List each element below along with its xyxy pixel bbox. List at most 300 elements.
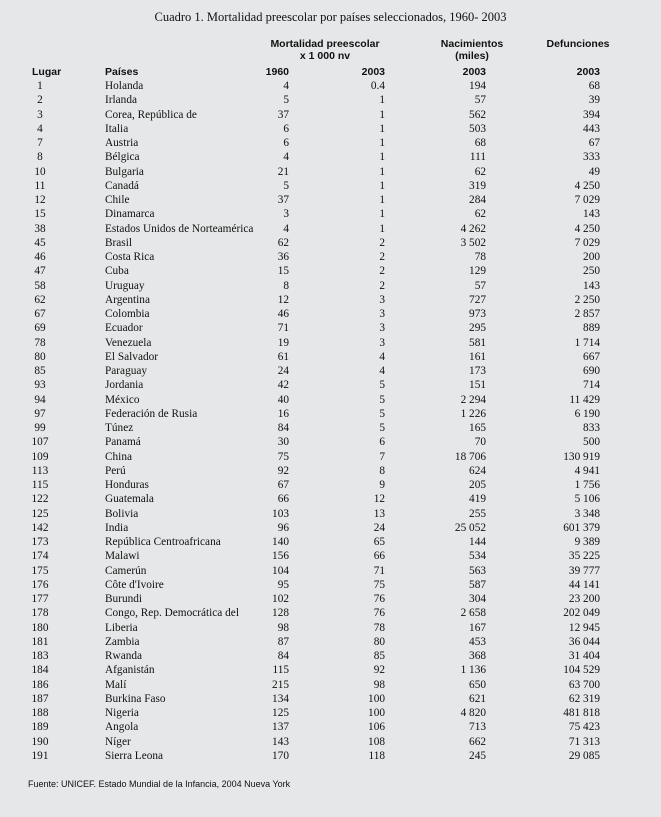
table-row	[0, 179, 661, 193]
cell-mortalidad-1960: 3	[283, 208, 289, 221]
cell-mortalidad-1960: 128	[272, 607, 289, 620]
cell-mortalidad-2003: 9	[379, 479, 385, 491]
cell-lugar: 4	[37, 122, 43, 135]
cell-lugar: 113	[31, 464, 49, 477]
cell-lugar: 180	[31, 621, 49, 634]
table-row	[0, 250, 661, 264]
cell-lugar: 62	[34, 293, 46, 306]
cell-defunciones-2003: 7 029	[574, 236, 600, 249]
cell-lugar: 97	[34, 407, 46, 420]
cell-defunciones-2003: 4 250	[574, 179, 600, 192]
cell-defunciones-2003: 3 348	[574, 507, 600, 520]
cell-defunciones-2003: 690	[583, 365, 600, 377]
cell-mortalidad-2003: 108	[368, 735, 385, 748]
cell-defunciones-2003: 9 389	[574, 536, 600, 548]
cell-lugar: 78	[34, 336, 46, 349]
cell-pais: China	[105, 450, 132, 463]
table-row	[0, 279, 661, 293]
header-nacimientos-label: Nacimientos	[440, 38, 504, 50]
cell-mortalidad-1960: 115	[272, 664, 289, 677]
cell-defunciones-2003: 4 941	[574, 464, 600, 477]
cell-mortalidad-2003: 106	[368, 721, 385, 734]
table-row	[0, 407, 661, 421]
cell-lugar: 45	[34, 236, 46, 249]
header-defunciones-2003: 2003	[576, 66, 600, 78]
header-mortalidad-unit: x 1 000 nv	[299, 50, 351, 62]
cell-defunciones-2003: 5 106	[574, 493, 600, 506]
cell-mortalidad-2003: 13	[373, 507, 385, 520]
table-row	[0, 678, 661, 692]
cell-mortalidad-2003: 75	[373, 578, 385, 591]
cell-defunciones-2003: 71 313	[568, 735, 600, 748]
cell-lugar: 67	[34, 308, 46, 320]
cell-mortalidad-2003: 80	[373, 635, 385, 648]
table-row	[0, 79, 661, 93]
cell-nacimientos-2003: 3 502	[460, 236, 486, 249]
cell-lugar: 47	[34, 265, 46, 278]
table-row	[0, 435, 661, 449]
cell-lugar: 174	[31, 550, 49, 563]
cell-nacimientos-2003: 621	[469, 692, 486, 705]
cell-mortalidad-1960: 5	[283, 94, 289, 107]
cell-pais: India	[105, 521, 129, 534]
table-row	[0, 507, 661, 521]
cell-mortalidad-1960: 96	[277, 521, 289, 534]
cell-mortalidad-2003: 4	[379, 365, 385, 377]
cell-defunciones-2003: 104 529	[563, 664, 600, 677]
cell-defunciones-2003: 889	[583, 322, 600, 335]
table-row	[0, 378, 661, 392]
cell-mortalidad-2003: 85	[373, 650, 385, 662]
cell-nacimientos-2003: 727	[469, 293, 486, 306]
cell-pais: Bélgica	[105, 151, 140, 164]
cell-defunciones-2003: 394	[583, 108, 600, 121]
cell-mortalidad-1960: 137	[272, 721, 289, 734]
table-row	[0, 635, 661, 649]
cell-mortalidad-1960: 8	[283, 279, 289, 292]
cell-mortalidad-1960: 67	[277, 479, 289, 491]
cell-mortalidad-1960: 4	[283, 151, 289, 164]
cell-mortalidad-1960: 37	[277, 108, 289, 121]
table-row	[0, 364, 661, 378]
cell-lugar: 183	[31, 650, 49, 662]
cell-mortalidad-1960: 24	[277, 365, 289, 377]
cell-mortalidad-2003: 66	[373, 550, 385, 563]
cell-mortalidad-1960: 98	[277, 621, 289, 634]
table-row	[0, 464, 661, 478]
cell-defunciones-2003: 714	[583, 379, 600, 392]
cell-mortalidad-1960: 170	[272, 749, 289, 762]
cell-pais: Malawi	[105, 550, 140, 563]
cell-defunciones-2003: 200	[583, 251, 600, 263]
cell-mortalidad-1960: 84	[277, 650, 289, 662]
cell-mortalidad-2003: 118	[368, 749, 385, 762]
cell-mortalidad-2003: 1	[379, 194, 385, 206]
header-nacimientos-2003: 2003	[462, 66, 486, 78]
cell-pais: Cuba	[105, 265, 129, 278]
cell-mortalidad-1960: 134	[272, 692, 289, 705]
cell-mortalidad-1960: 95	[277, 578, 289, 591]
cell-mortalidad-1960: 215	[272, 678, 289, 691]
cell-pais: México	[105, 393, 140, 406]
table-row	[0, 735, 661, 749]
cell-defunciones-2003: 6 190	[574, 407, 600, 420]
cell-defunciones-2003: 75 423	[568, 721, 600, 734]
cell-defunciones-2003: 4 250	[574, 222, 600, 235]
header-paises: Países	[105, 66, 139, 78]
cell-defunciones-2003: 49	[588, 165, 600, 178]
table-row	[0, 264, 661, 278]
table-row	[0, 307, 661, 321]
cell-mortalidad-1960: 75	[277, 450, 289, 463]
cell-pais: Estados Unidos de Norteamérica	[105, 222, 254, 235]
cell-lugar: 187	[31, 692, 49, 705]
cell-defunciones-2003: 36 044	[568, 635, 600, 648]
cell-mortalidad-1960: 102	[272, 593, 289, 605]
cell-lugar: 191	[31, 749, 49, 762]
cell-defunciones-2003: 39 777	[568, 564, 600, 577]
cell-defunciones-2003: 130 919	[563, 450, 600, 463]
cell-mortalidad-2003: 3	[379, 308, 385, 320]
cell-mortalidad-2003: 5	[379, 379, 385, 392]
cell-mortalidad-2003: 1	[379, 179, 385, 192]
cell-mortalidad-1960: 125	[272, 707, 289, 719]
table-row	[0, 564, 661, 578]
cell-lugar: 8	[37, 151, 43, 164]
table-row	[0, 692, 661, 706]
table-row	[0, 549, 661, 563]
cell-mortalidad-2003: 2	[379, 279, 385, 292]
cell-defunciones-2003: 443	[583, 122, 600, 135]
cell-lugar: 38	[34, 222, 46, 235]
cell-pais: Argentina	[105, 293, 150, 306]
cell-lugar: 115	[31, 479, 49, 491]
cell-pais: Côte d'Ivoire	[105, 578, 164, 591]
table-row	[0, 421, 661, 435]
table-row	[0, 193, 661, 207]
cell-defunciones-2003: 35 225	[568, 550, 600, 563]
table-row	[0, 336, 661, 350]
cell-mortalidad-2003: 78	[373, 621, 385, 634]
cell-pais: Túnez	[105, 422, 134, 434]
table-row	[0, 720, 661, 734]
cell-nacimientos-2003: 295	[469, 322, 486, 335]
cell-pais: Panamá	[105, 436, 141, 449]
cell-lugar: 69	[34, 322, 46, 335]
cell-lugar: 11	[34, 179, 46, 192]
cell-defunciones-2003: 39	[588, 94, 600, 107]
cell-defunciones-2003: 31 404	[568, 650, 600, 662]
cell-defunciones-2003: 481 818	[563, 707, 600, 719]
cell-defunciones-2003: 143	[583, 279, 600, 292]
cell-defunciones-2003: 2 250	[574, 293, 600, 306]
cell-nacimientos-2003: 284	[469, 194, 486, 206]
header-mortalidad-2003: 2003	[361, 66, 385, 78]
cell-mortalidad-1960: 61	[277, 350, 289, 363]
cell-nacimientos-2003: 62	[474, 165, 486, 178]
cell-nacimientos-2003: 173	[469, 365, 486, 377]
cell-lugar: 176	[31, 578, 49, 591]
cell-nacimientos-2003: 662	[469, 735, 486, 748]
cell-pais: Bulgaria	[105, 165, 144, 178]
header-lugar: Lugar	[32, 66, 62, 78]
header-mortalidad	[262, 38, 388, 62]
cell-lugar: 85	[34, 365, 46, 377]
table-row	[0, 621, 661, 635]
table-row	[0, 321, 661, 335]
cell-mortalidad-1960: 6	[283, 137, 289, 149]
cell-mortalidad-2003: 1	[379, 222, 385, 235]
cell-lugar: 122	[31, 493, 49, 506]
cell-pais: Liberia	[105, 621, 138, 634]
cell-nacimientos-2003: 161	[469, 350, 486, 363]
table-row	[0, 293, 661, 307]
table-row	[0, 122, 661, 136]
cell-mortalidad-1960: 104	[272, 564, 289, 577]
cell-nacimientos-2003: 624	[469, 464, 486, 477]
table-row	[0, 207, 661, 221]
cell-defunciones-2003: 143	[583, 208, 600, 221]
cell-lugar: 188	[31, 707, 49, 719]
cell-pais: Afganistán	[105, 664, 155, 677]
cell-nacimientos-2003: 581	[469, 336, 486, 349]
cell-pais: Guatemala	[105, 493, 154, 506]
header-nacimientos	[432, 38, 512, 62]
cell-nacimientos-2003: 68	[474, 137, 486, 149]
cell-mortalidad-2003: 1	[379, 108, 385, 121]
cell-pais: Brasil	[105, 236, 132, 249]
cell-nacimientos-2003: 4 820	[460, 707, 486, 719]
cell-mortalidad-2003: 3	[379, 322, 385, 335]
cell-pais: Angola	[105, 721, 139, 734]
cell-lugar: 3	[37, 108, 43, 121]
cell-nacimientos-2003: 70	[474, 436, 486, 449]
cell-lugar: 109	[31, 450, 49, 463]
cell-nacimientos-2003: 534	[469, 550, 486, 563]
cell-lugar: 173	[31, 536, 49, 548]
cell-lugar: 186	[31, 678, 49, 691]
cell-mortalidad-1960: 4	[283, 80, 289, 92]
cell-nacimientos-2003: 57	[474, 94, 486, 107]
cell-nacimientos-2003: 129	[469, 265, 486, 278]
cell-nacimientos-2003: 304	[469, 593, 486, 605]
cell-nacimientos-2003: 587	[469, 578, 486, 591]
cell-mortalidad-1960: 66	[277, 493, 289, 506]
cell-lugar: 177	[31, 593, 49, 605]
cell-mortalidad-1960: 37	[277, 194, 289, 206]
cell-lugar: 7	[37, 137, 43, 149]
table-row	[0, 478, 661, 492]
cell-mortalidad-2003: 1	[379, 165, 385, 178]
cell-mortalidad-2003: 4	[379, 350, 385, 363]
cell-mortalidad-2003: 98	[373, 678, 385, 691]
cell-defunciones-2003: 63 700	[568, 678, 600, 691]
cell-pais: Corea, República de	[105, 108, 197, 121]
cell-defunciones-2003: 68	[588, 80, 600, 92]
cell-mortalidad-2003: 24	[373, 521, 385, 534]
cell-pais: Burkina Faso	[105, 692, 166, 705]
cell-nacimientos-2003: 151	[469, 379, 486, 392]
cell-pais: Uruguay	[105, 279, 145, 292]
table-row	[0, 535, 661, 549]
cell-defunciones-2003: 44 141	[568, 578, 600, 591]
cell-mortalidad-2003: 71	[373, 564, 385, 577]
cell-mortalidad-2003: 8	[379, 464, 385, 477]
table-row	[0, 606, 661, 620]
cell-mortalidad-2003: 2	[379, 236, 385, 249]
header-defunciones: Defunciones	[546, 38, 610, 50]
cell-lugar: 178	[31, 607, 49, 620]
table-body	[0, 79, 661, 763]
cell-nacimientos-2003: 562	[469, 108, 486, 121]
cell-pais: Rwanda	[105, 650, 143, 662]
cell-mortalidad-2003: 5	[379, 422, 385, 434]
cell-lugar: 94	[34, 393, 46, 406]
table-row	[0, 165, 661, 179]
cell-mortalidad-2003: 1	[379, 208, 385, 221]
table-row	[0, 521, 661, 535]
cell-pais: Malí	[105, 678, 127, 691]
cell-defunciones-2003: 667	[583, 350, 600, 363]
cell-mortalidad-1960: 19	[277, 336, 289, 349]
cell-nacimientos-2003: 57	[474, 279, 486, 292]
header-1960: 1960	[265, 66, 289, 78]
cell-defunciones-2003: 1 714	[574, 336, 600, 349]
table-row	[0, 236, 661, 250]
table-row	[0, 649, 661, 663]
cell-mortalidad-1960: 156	[272, 550, 289, 563]
cell-pais: Zambia	[105, 635, 140, 648]
cell-nacimientos-2003: 650	[469, 678, 486, 691]
cell-mortalidad-1960: 4	[283, 222, 289, 235]
cell-lugar: 99	[34, 422, 46, 434]
cell-lugar: 125	[31, 507, 49, 520]
cell-pais: Burundi	[105, 593, 143, 605]
table-row	[0, 150, 661, 164]
cell-pais: Federación de Rusia	[105, 407, 198, 420]
cell-defunciones-2003: 12 945	[568, 621, 600, 634]
cell-defunciones-2003: 29 085	[568, 749, 600, 762]
cell-defunciones-2003: 11 429	[569, 393, 600, 406]
cell-pais: El Salvador	[105, 350, 159, 363]
cell-nacimientos-2003: 1 136	[460, 664, 486, 677]
cell-lugar: 142	[31, 521, 49, 534]
cell-mortalidad-2003: 2	[379, 251, 385, 263]
cell-nacimientos-2003: 503	[469, 122, 486, 135]
cell-pais: Paraguay	[105, 365, 148, 377]
cell-nacimientos-2003: 167	[469, 621, 486, 634]
cell-pais: Honduras	[105, 479, 149, 491]
cell-mortalidad-2003: 1	[379, 94, 385, 107]
cell-nacimientos-2003: 2 294	[460, 393, 486, 406]
cell-lugar: 15	[34, 208, 46, 221]
cell-nacimientos-2003: 4 262	[460, 222, 486, 235]
cell-mortalidad-1960: 36	[277, 251, 289, 263]
table-row	[0, 492, 661, 506]
cell-pais: Venezuela	[105, 336, 152, 349]
cell-nacimientos-2003: 453	[469, 635, 486, 648]
cell-nacimientos-2003: 144	[469, 536, 486, 548]
cell-lugar: 181	[31, 635, 49, 648]
table-row	[0, 592, 661, 606]
cell-mortalidad-1960: 92	[277, 464, 289, 477]
cell-mortalidad-2003: 2	[379, 265, 385, 278]
table-row	[0, 450, 661, 464]
cell-nacimientos-2003: 194	[469, 80, 486, 92]
table-row	[0, 350, 661, 364]
cell-mortalidad-1960: 12	[277, 293, 289, 306]
table-row	[0, 222, 661, 236]
table-row	[0, 706, 661, 720]
cell-nacimientos-2003: 2 658	[460, 607, 486, 620]
cell-nacimientos-2003: 245	[469, 749, 486, 762]
cell-mortalidad-2003: 1	[379, 122, 385, 135]
cell-mortalidad-1960: 62	[277, 236, 289, 249]
header-mortalidad-label: Mortalidad preescolar	[270, 38, 380, 50]
table-title: Cuadro 1. Mortalidad preescolar por países seleccionados, 1960- 2003	[154, 10, 507, 24]
cell-nacimientos-2003: 25 052	[454, 521, 486, 534]
cell-pais: Perú	[105, 464, 126, 477]
cell-lugar: 184	[31, 664, 49, 677]
cell-mortalidad-1960: 140	[272, 536, 289, 548]
cell-nacimientos-2003: 205	[469, 479, 486, 491]
cell-lugar: 107	[31, 436, 49, 449]
cell-mortalidad-2003: 76	[373, 593, 385, 605]
cell-mortalidad-1960: 42	[277, 379, 289, 392]
table-row	[0, 578, 661, 592]
cell-nacimientos-2003: 563	[469, 564, 486, 577]
cell-defunciones-2003: 1 756	[574, 479, 600, 491]
cell-lugar: 12	[34, 194, 46, 206]
cell-nacimientos-2003: 165	[469, 422, 486, 434]
cell-mortalidad-2003: 7	[379, 450, 385, 463]
table-row	[0, 136, 661, 150]
header-nacimientos-unit: (miles)	[455, 50, 489, 62]
cell-pais: República Centroafricana	[105, 536, 221, 548]
cell-lugar: 10	[34, 165, 46, 178]
cell-pais: Italia	[105, 122, 129, 135]
cell-mortalidad-1960: 21	[277, 165, 289, 178]
cell-pais: Ecuador	[105, 322, 143, 335]
cell-defunciones-2003: 601 379	[563, 521, 600, 534]
table-row	[0, 108, 661, 122]
cell-mortalidad-1960: 84	[277, 422, 289, 434]
cell-mortalidad-1960: 40	[277, 393, 289, 406]
table-row	[0, 749, 661, 763]
cell-nacimientos-2003: 973	[469, 308, 486, 320]
cell-pais: Dinamarca	[105, 208, 155, 221]
cell-defunciones-2003: 500	[583, 436, 600, 449]
cell-nacimientos-2003: 713	[469, 721, 486, 734]
cell-mortalidad-2003: 3	[379, 336, 385, 349]
cell-pais: Camerún	[105, 564, 147, 577]
cell-mortalidad-2003: 100	[368, 692, 385, 705]
source-note: Fuente: UNICEF. Estado Mundial de la Infancia, 2004 Nueva York	[28, 779, 291, 789]
cell-mortalidad-2003: 65	[373, 536, 385, 548]
cell-defunciones-2003: 23 200	[568, 593, 600, 605]
cell-defunciones-2003: 833	[583, 422, 600, 434]
cell-pais: Bolivia	[105, 507, 139, 520]
cell-lugar: 1	[37, 80, 43, 92]
cell-defunciones-2003: 202 049	[563, 607, 600, 620]
cell-pais: Colombia	[105, 308, 150, 320]
cell-mortalidad-1960: 5	[283, 179, 289, 192]
cell-mortalidad-2003: 0.4	[370, 80, 385, 92]
cell-mortalidad-2003: 1	[379, 137, 385, 149]
cell-mortalidad-1960: 87	[277, 635, 289, 648]
cell-nacimientos-2003: 419	[469, 493, 486, 506]
cell-nacimientos-2003: 111	[469, 151, 486, 164]
